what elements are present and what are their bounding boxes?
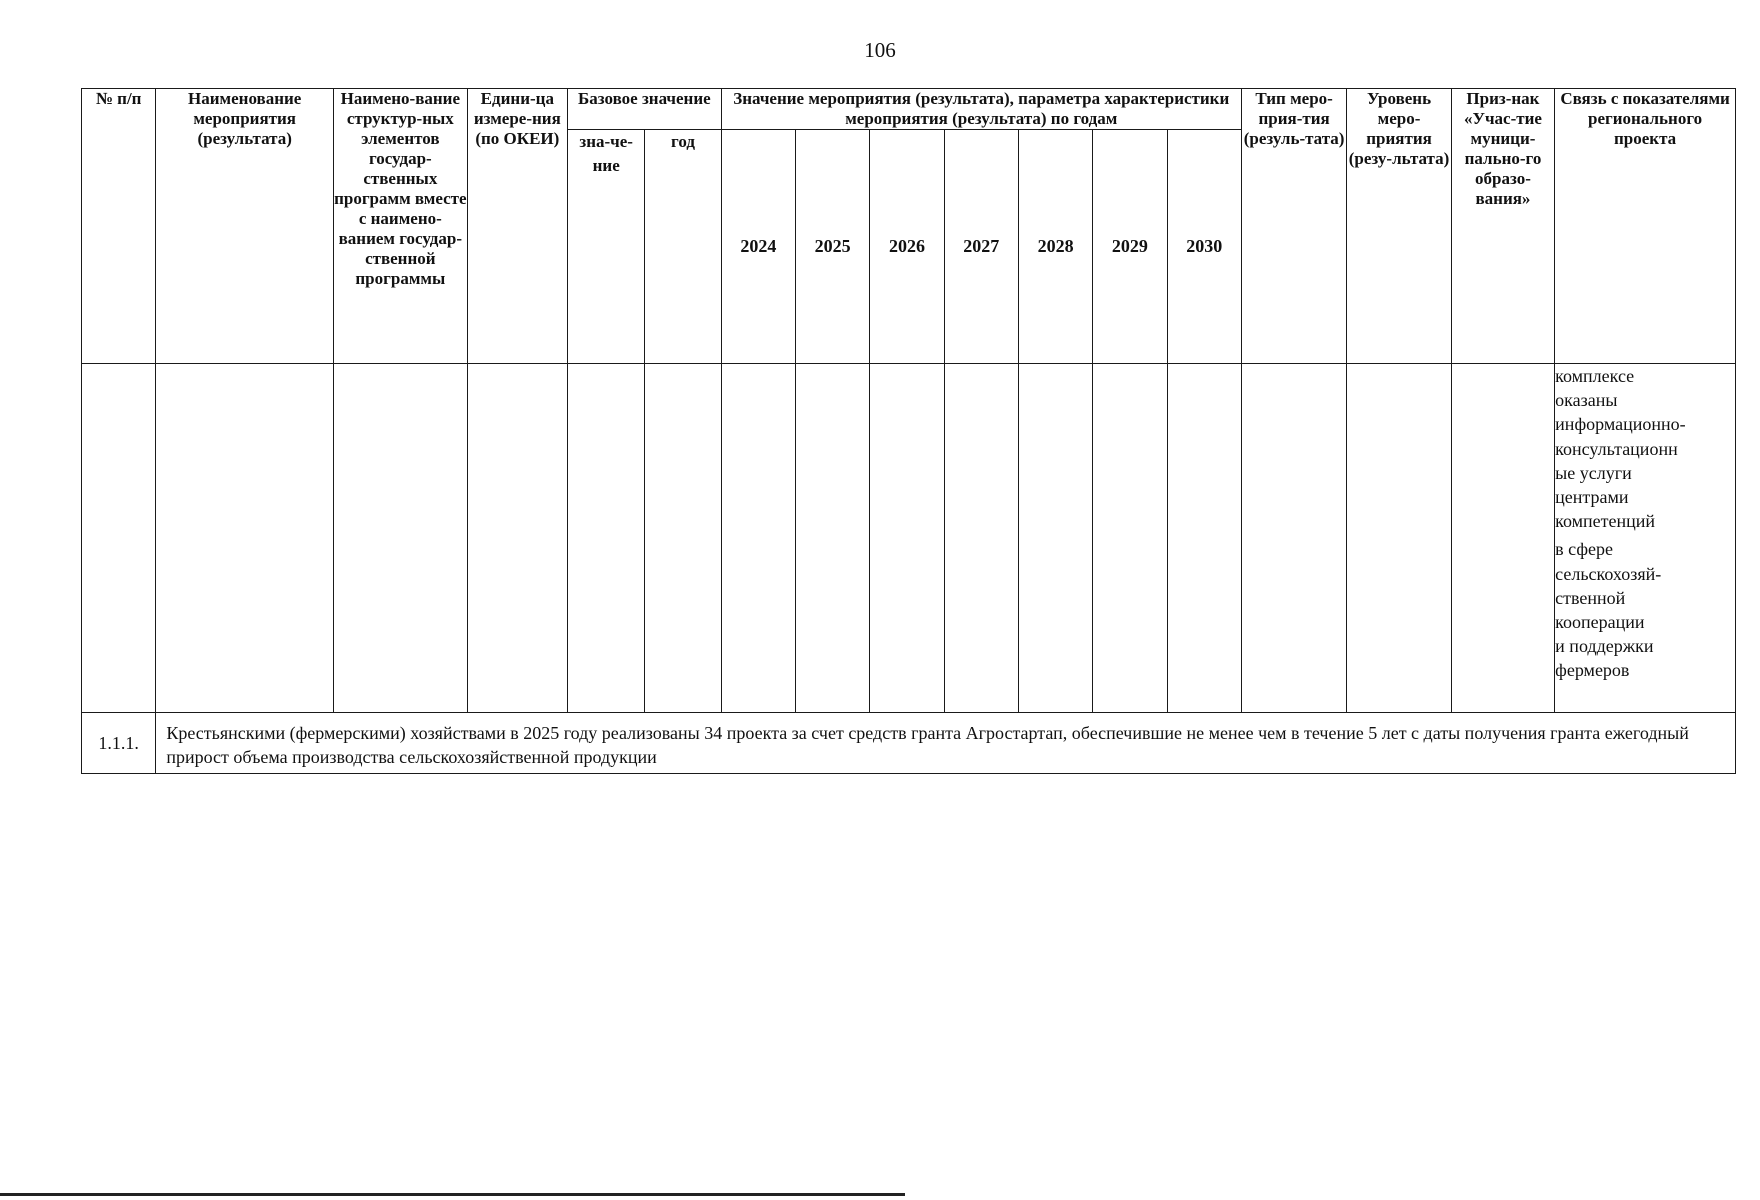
year-2025: 2025: [795, 130, 869, 364]
year-2026: 2026: [870, 130, 944, 364]
header-base-value: Базовое значение: [568, 89, 722, 130]
header-row-1: [82, 89, 1736, 130]
link-line: консультационн: [1555, 438, 1678, 459]
empty-cell: [1241, 364, 1346, 713]
link-line: ые услуги: [1555, 462, 1632, 483]
page-number: 106: [864, 38, 896, 62]
empty-cell: [1347, 364, 1451, 713]
page-bottom-rule: [0, 1193, 905, 1196]
task-number: 1.1.1.: [82, 713, 156, 774]
year-2030: 2030: [1167, 130, 1241, 364]
task-description: Крестьянскими (фермерскими) хозяйствами в 2025 году реализованы 34 проекта за счет средств гранта Агростартап, обеспечившие не менее чем в течение 5 лет с даты получения гранта ежегодный прирост объема производства сельскохозяйственной продукции: [156, 713, 1736, 774]
empty-cell: [1451, 364, 1554, 713]
header-municipal-flag: Приз-нак «Учас-тие муници-пально-го образо-вания»: [1451, 89, 1554, 364]
header-unit: Едини-ца измере-ния (по ОКЕИ): [467, 89, 567, 364]
measures-table: [81, 88, 1736, 774]
empty-cell: [568, 364, 645, 713]
header-regional-link: Связь с показателями регионального проекта: [1555, 89, 1736, 364]
empty-cell: [870, 364, 944, 713]
year-2029: 2029: [1093, 130, 1167, 364]
empty-cell: [645, 364, 721, 713]
year-2027: 2027: [944, 130, 1018, 364]
header-measure-level: Уровень меро-приятия (резу-льтата): [1347, 89, 1451, 364]
continuation-row: [82, 364, 1736, 713]
link-line: оказаны: [1555, 390, 1618, 411]
link-line: и поддержки: [1555, 636, 1654, 657]
link-line: сельскохозяй-: [1555, 563, 1662, 584]
link-line: в сфере: [1555, 539, 1614, 560]
header-number: № п/п: [82, 89, 156, 364]
link-line: компетенций: [1555, 511, 1656, 532]
header-base-year: год: [645, 130, 721, 364]
year-2028: 2028: [1018, 130, 1092, 364]
empty-cell: [1167, 364, 1241, 713]
empty-cell: [467, 364, 567, 713]
header-measure-name: Наименование мероприятия (результата): [156, 89, 334, 364]
regional-link-text: [1555, 364, 1736, 713]
year-2024: 2024: [721, 130, 795, 364]
empty-cell: [156, 364, 334, 713]
empty-cell: [721, 364, 795, 713]
link-line: кооперации: [1555, 612, 1645, 633]
task-row: [82, 713, 1736, 774]
header-base-value-amount: зна-че-ние: [568, 130, 645, 364]
empty-cell: [82, 364, 156, 713]
link-line: центрами: [1555, 487, 1629, 508]
link-line: комплексе: [1555, 366, 1635, 386]
empty-cell: [334, 364, 468, 713]
link-line: информационно-: [1555, 414, 1686, 435]
header-structural-elements: Наимено-вание структур-ных элементов государ-ственных программ вместе с наимено-ванием государ-ственной программы: [334, 89, 468, 364]
header-values-by-year: Значение мероприятия (результата), параметра характеристики мероприятия (результата) по годам: [721, 89, 1241, 130]
header-measure-type: Тип меро-прия-тия (резуль-тата): [1241, 89, 1346, 364]
link-line: фермеров: [1555, 660, 1630, 681]
link-line: ственной: [1555, 587, 1626, 608]
empty-cell: [1018, 364, 1092, 713]
empty-cell: [944, 364, 1018, 713]
empty-cell: [795, 364, 869, 713]
empty-cell: [1093, 364, 1167, 713]
